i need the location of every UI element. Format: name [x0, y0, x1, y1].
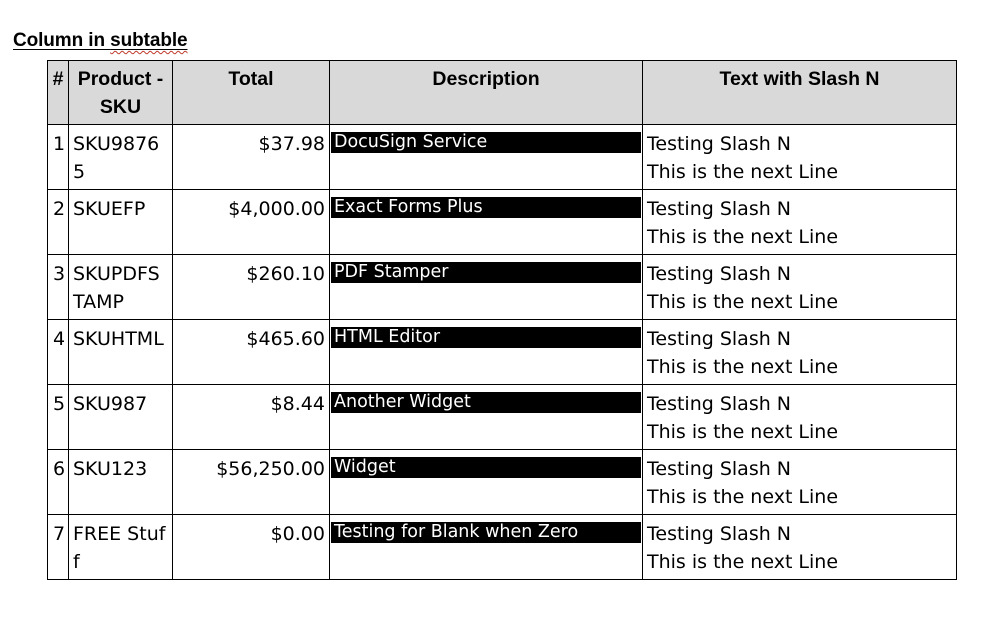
- text-line-2: This is the next Line: [647, 226, 839, 248]
- text-line-1: Testing Slash N: [647, 198, 792, 220]
- total-amount: $0.00: [173, 515, 330, 580]
- product-sku: SKUEFP: [69, 190, 173, 255]
- total-amount: $465.60: [173, 320, 330, 385]
- description-text: PDF Stamper: [331, 262, 641, 283]
- table-row: [48, 190, 957, 255]
- text-line-2: This is the next Line: [647, 486, 839, 508]
- header-description: Description: [330, 61, 643, 125]
- text-cell: [643, 385, 957, 450]
- text-line-1: Testing Slash N: [647, 523, 792, 545]
- table-row: [48, 450, 957, 515]
- row-number: 3: [48, 255, 69, 320]
- text-line-2: This is the next Line: [647, 421, 839, 443]
- row-number: 6: [48, 450, 69, 515]
- heading-misspelled-word: subtable: [110, 30, 188, 51]
- text-line-2: This is the next Line: [647, 161, 839, 183]
- product-sku: SKUPDFSTAMP: [69, 255, 173, 320]
- row-number: 7: [48, 515, 69, 580]
- product-sku: SKU98765: [69, 125, 173, 190]
- text-line-1: Testing Slash N: [647, 458, 792, 480]
- text-cell: [643, 190, 957, 255]
- text-cell: [643, 255, 957, 320]
- text-cell: [643, 125, 957, 190]
- description-text: HTML Editor: [331, 327, 641, 348]
- text-cell: [643, 450, 957, 515]
- total-amount: $260.10: [173, 255, 330, 320]
- header-row: [48, 61, 957, 125]
- text-line-1: Testing Slash N: [647, 133, 792, 155]
- text-line-1: Testing Slash N: [647, 393, 792, 415]
- description-text: Another Widget: [331, 392, 641, 413]
- description-cell: [330, 450, 643, 515]
- description-cell: [330, 385, 643, 450]
- table-row: [48, 320, 957, 385]
- description-cell: [330, 515, 643, 580]
- heading-text: Column in: [13, 30, 111, 51]
- text-line-2: This is the next Line: [647, 291, 839, 313]
- product-sku: SKUHTML: [69, 320, 173, 385]
- row-number: 1: [48, 125, 69, 190]
- document-heading: [13, 30, 187, 52]
- product-sku: SKU987: [69, 385, 173, 450]
- total-amount: $56,250.00: [173, 450, 330, 515]
- text-line-2: This is the next Line: [647, 551, 839, 573]
- table-row: [48, 255, 957, 320]
- total-amount: $8.44: [173, 385, 330, 450]
- header-total: Total: [173, 61, 330, 125]
- text-cell: [643, 320, 957, 385]
- text-line-1: Testing Slash N: [647, 263, 792, 285]
- product-sku: SKU123: [69, 450, 173, 515]
- product-sku: FREE Stuff: [69, 515, 173, 580]
- row-number: 5: [48, 385, 69, 450]
- text-cell: [643, 515, 957, 580]
- text-line-2: This is the next Line: [647, 356, 839, 378]
- description-cell: [330, 320, 643, 385]
- description-text: Widget: [331, 457, 641, 478]
- description-text: Exact Forms Plus: [331, 197, 641, 218]
- description-text: Testing for Blank when Zero: [331, 522, 641, 543]
- table-row: [48, 125, 957, 190]
- header-text-with-slash-n: Text with Slash N: [643, 61, 957, 125]
- text-line-1: Testing Slash N: [647, 328, 792, 350]
- table-header: [48, 61, 957, 125]
- table-row: [48, 515, 957, 580]
- table-row: [48, 385, 957, 450]
- row-number: 2: [48, 190, 69, 255]
- product-table: [47, 60, 957, 580]
- description-text: DocuSign Service: [331, 132, 641, 153]
- header-num: #: [48, 61, 69, 125]
- row-number: 4: [48, 320, 69, 385]
- header-product-sku: Product - SKU: [69, 61, 173, 125]
- table-body: [48, 125, 957, 580]
- total-amount: $4,000.00: [173, 190, 330, 255]
- description-cell: [330, 255, 643, 320]
- description-cell: [330, 190, 643, 255]
- total-amount: $37.98: [173, 125, 330, 190]
- description-cell: [330, 125, 643, 190]
